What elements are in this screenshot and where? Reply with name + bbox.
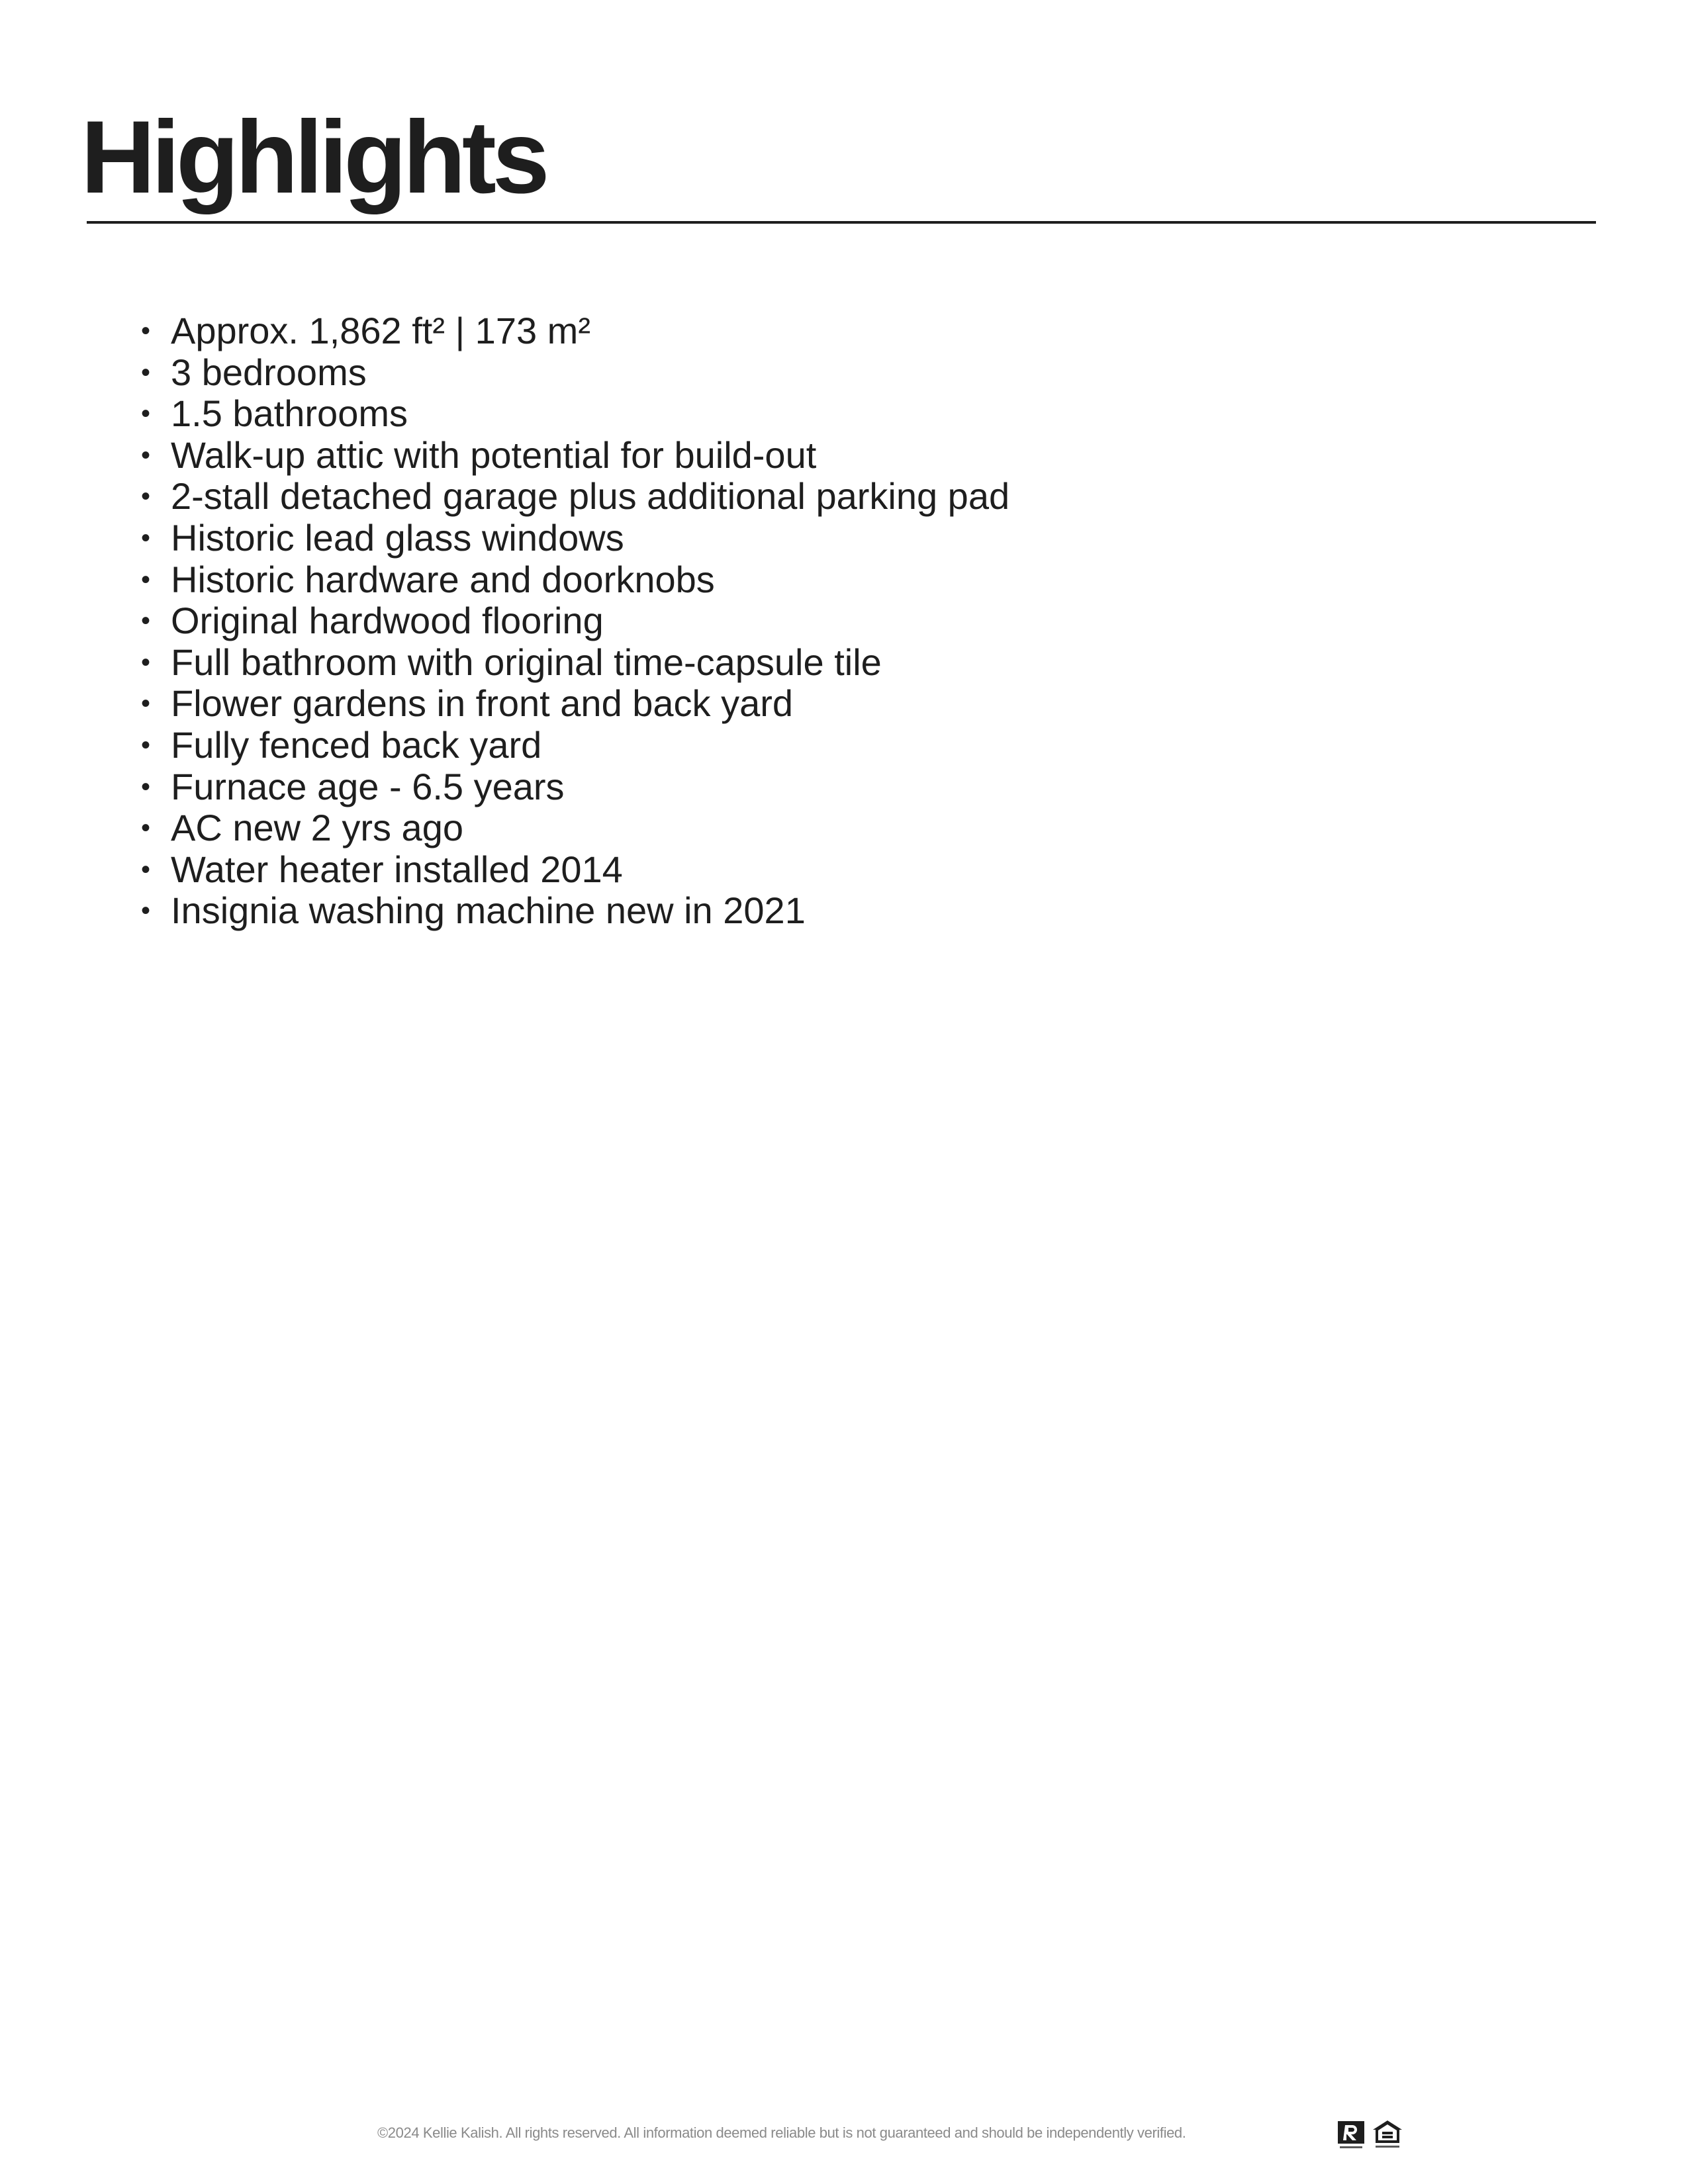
list-item [140,723,1009,766]
list-item [140,433,1009,477]
bullet-icon: • [140,813,150,843]
list-item [140,392,1009,435]
list-item [140,848,1009,891]
list-item-text: 2-stall detached garage plus additional parking pad [171,475,1010,518]
list-item [140,475,1010,518]
list-item-text: Furnace age - 6.5 years [171,765,565,807]
list-item-text: Full bathroom with original time-capsule tile [171,641,882,683]
realtor-icon [1337,2120,1365,2154]
list-item [140,558,1009,601]
bullet-icon: • [140,730,150,760]
list-item-text: Walk-up attic with potential for build-out [171,433,817,476]
list-item-text: 3 bedrooms [171,351,367,393]
bullet-icon: • [140,565,150,594]
list-item-text: 1.5 bathrooms [171,392,408,435]
bullet-icon: • [140,606,150,636]
list-item-text: Approx. 1,862 ft² | 173 m² [171,310,590,351]
list-item [140,807,1009,849]
list-item [140,600,1009,642]
page-footer [0,2118,1688,2155]
page-title: Highlights [81,100,546,215]
list-item-text: Fully fenced back yard [171,723,542,766]
equal-housing-opportunity-icon [1372,2119,1403,2154]
list-item [140,516,1009,559]
bullet-icon: • [140,523,150,553]
bullet-icon: • [140,647,150,677]
list-item-text: Historic hardware and doorknobs [171,558,715,600]
list-item-text: Insignia washing machine new in 2021 [171,889,806,932]
list-item [140,682,1009,725]
list-item-text: Historic lead glass windows [171,516,624,559]
bullet-icon: • [140,357,150,387]
bullet-icon: • [140,896,150,926]
bullet-icon: • [140,440,150,470]
bullet-icon: • [140,689,150,719]
list-item-text: Original hardwood flooring [171,600,604,642]
bullet-icon: • [140,316,150,345]
bullet-icon: • [140,772,150,801]
bullet-icon: • [140,482,150,512]
footer-disclaimer: ©2024 Kellie Kalish. All rights reserved. All information deemed reliable but is not guaranteed and should be independently verified. [377,2124,1186,2141]
list-item [140,765,1009,808]
title-divider [87,221,1596,224]
list-item-text: Water heater installed 2014 [171,848,623,890]
bullet-icon: • [140,854,150,884]
bullet-icon: • [140,399,150,429]
list-item-text: Flower gardens in front and back yard [171,682,794,725]
list-item [140,641,1009,684]
list-item [140,889,1009,932]
highlights-list [140,310,1010,932]
list-item-text: AC new 2 yrs ago [171,807,463,849]
list-item [140,310,1009,352]
list-item [140,351,1009,394]
